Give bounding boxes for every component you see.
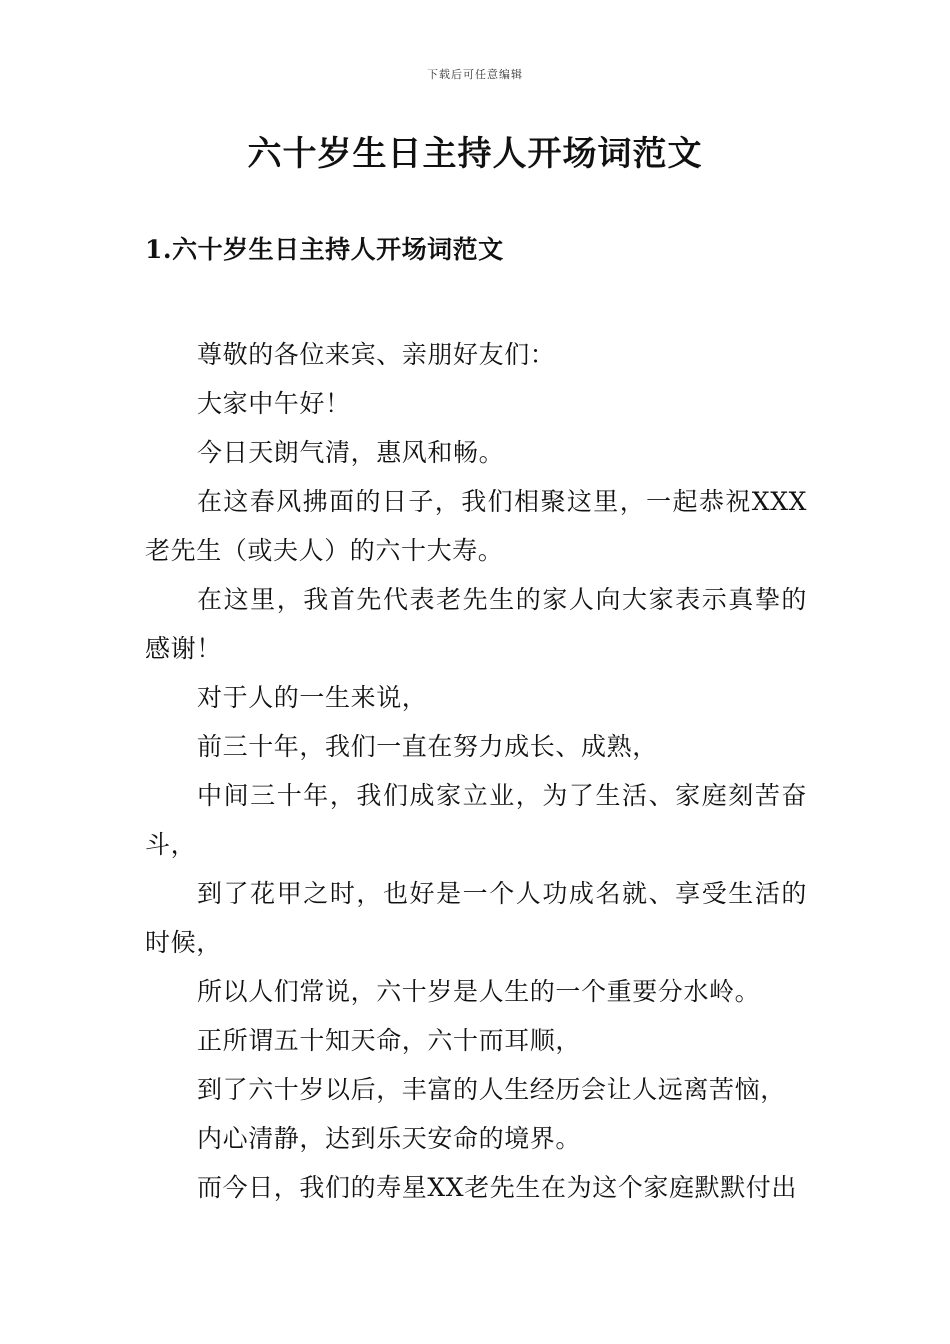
paragraph: 所以人们常说，六十岁是人生的一个重要分水岭。 — [197, 977, 761, 1006]
paragraph: 到了六十岁以后，丰富的人生经历会让人远离苦恼， — [197, 1075, 786, 1104]
section-heading: 1.六十岁生日主持人开场词范文 — [145, 235, 504, 264]
header-note: 下载后可任意编辑 — [427, 68, 523, 81]
paragraph: 对于人的一生来说， — [197, 683, 428, 712]
paragraph: 内心清静，达到乐天安命的境界。 — [197, 1124, 582, 1153]
body-text — [145, 330, 807, 1212]
paragraph: 中间三十年，我们成家立业，为了生活、家庭刻苦奋斗， — [145, 781, 807, 859]
document-title: 六十岁生日主持人开场词范文 — [247, 134, 703, 174]
paragraph: 而今日，我们的寿星XX老先生在为这个家庭默默付出 — [197, 1173, 797, 1202]
paragraph: 今日天朗气清，惠风和畅。 — [197, 438, 505, 467]
paragraph: 尊敬的各位来宾、亲朋好友们： — [197, 340, 556, 369]
paragraph: 正所谓五十知天命，六十而耳顺， — [197, 1026, 582, 1055]
paragraph: 到了花甲之时，也好是一个人功成名就、享受生活的时候， — [145, 879, 807, 957]
paragraph: 在这里，我首先代表老先生的家人向大家表示真挚的感谢！ — [145, 585, 807, 663]
paragraph: 大家中午好！ — [197, 389, 351, 418]
paragraph: 前三十年，我们一直在努力成长、成熟， — [197, 732, 658, 761]
paragraph: 在这春风拂面的日子，我们相聚这里，一起恭祝XXX老先生（或夫人）的六十大寿。 — [145, 487, 807, 565]
